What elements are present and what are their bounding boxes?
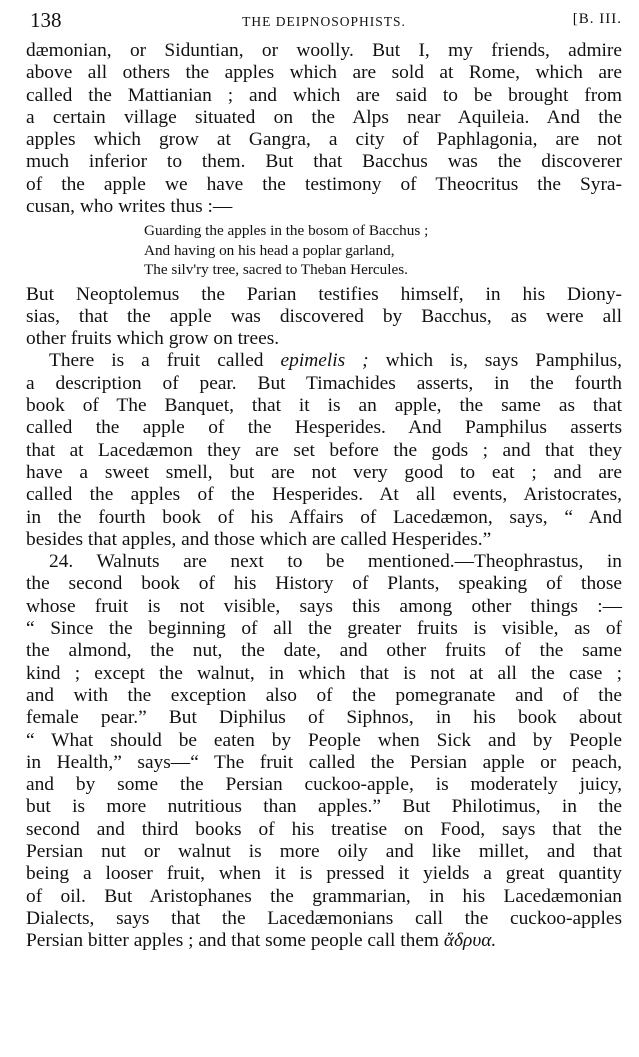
page-number: 138 [30, 8, 62, 32]
text-line: But Neoptolemus the Parian testifies himself, in his Diony- [26, 283, 622, 305]
text-line: called the Mattianian ; and which are said to be brought from [26, 84, 622, 106]
verse-line: And having on his head a poplar garland, [144, 241, 395, 259]
text-line: in the fourth book of his Affairs of Lacedæmon, says, “ And [26, 506, 622, 528]
text-line: and with the exception also of the pomegranate and of the [26, 684, 622, 706]
text-line: a certain village situated on the Alps near Aquileia. And the [26, 106, 622, 128]
text-line: but is more nutritious than apples.” But Philotimus, in the [26, 796, 622, 818]
verse-line: Guarding the apples in the bosom of Bacchus ; [144, 222, 429, 240]
text-line: of oil. But Aristophanes the grammarian, in his Lacedæmonian [26, 885, 622, 907]
text-line: “ What should be eaten by People when Sick and by People [26, 729, 622, 751]
running-header [26, 0, 622, 40]
text-line: sias, that the apple was discovered by Bacchus, as were all [26, 305, 622, 327]
verse-quotation [26, 221, 622, 279]
paragraph-3 [26, 350, 622, 551]
paragraph-2 [26, 284, 622, 351]
text-line: have a sweet smell, but are not very good to eat ; and are [26, 461, 622, 483]
text-line: other fruits which grow on trees. [26, 328, 280, 350]
book-marker: [B. III. [572, 11, 622, 27]
text-line: the almond, the nut, the date, and other fruits of the same [26, 640, 622, 662]
text-line: that at Lacedæmon they are set before the gods ; and that they [26, 439, 622, 461]
text-line: “ Since the beginning of all the greater fruits is visible, as of [26, 618, 622, 640]
text-fragment: Persian bitter apples ; and that some people call them [26, 930, 444, 952]
text-line: female pear.” But Diphilus of Siphnos, in his book about [26, 707, 622, 729]
text-line: being a looser fruit, when it is pressed it yields a great quantity [26, 863, 622, 885]
text-line: a description of pear. But Timachides asserts, in the fourth [26, 372, 622, 394]
paragraph-4 [26, 551, 622, 952]
text-line: called the apple of the Hesperides. And Pamphilus asserts [26, 417, 622, 439]
text-line: above all others the apples which are sold at Rome, which are [26, 62, 622, 84]
book-page [26, 0, 622, 953]
text-line: in Health,” says—“ The fruit called the Persian apple or peach, [26, 751, 622, 773]
text-line: of the apple we have the testimony of Theocritus the Syra- [26, 173, 622, 195]
text-line: kind ; except the walnut, in which that is not at all the case ; [26, 662, 622, 684]
text-fragment: There is a fruit called [49, 350, 281, 372]
text-line [26, 350, 622, 372]
greek-word: ἄδρυα. [443, 930, 497, 952]
running-title: THE DEIPNOSOPHISTS. [242, 14, 406, 29]
text-fragment: which is, says Pamphilus, [368, 350, 622, 372]
section-24-start: 24. Walnuts are next to be mentioned.—Theophrastus, in [49, 551, 622, 573]
verse-line: The silv'ry tree, sacred to Theban Hercules. [144, 261, 408, 279]
text-line: cusan, who writes thus :— [26, 196, 233, 218]
text-line [26, 930, 622, 952]
text-line: Dialects, says that the Lacedæmonians call the cuckoo-apples [26, 907, 622, 929]
text-line: dæmonian, or Siduntian, or woolly. But I, my friends, admire [26, 40, 622, 61]
text-line: second and third books of his treatise on Food, says that the [26, 818, 622, 840]
text-line: besides that apples, and those which are called Hesperides.” [26, 528, 492, 550]
text-line: apples which grow at Gangra, a city of Paphlagonia, are not [26, 129, 622, 151]
text-line: called the apples of the Hesperides. At all events, Aristocrates, [26, 484, 622, 506]
paragraph-1 [26, 40, 622, 218]
text-line: whose fruit is not visible, says this among other things :— [26, 595, 622, 617]
text-line: book of The Banquet, that it is an apple, the same as that [26, 395, 622, 417]
text-line: much inferior to them. But that Bacchus was the discoverer [26, 151, 622, 173]
text-line: Persian nut or walnut is more oily and like millet, and that [26, 841, 622, 863]
italic-term: epimelis ; [280, 350, 369, 372]
text-line: the second book of his History of Plants, speaking of those [26, 573, 622, 595]
page-body [26, 40, 622, 953]
text-line: and by some the Persian cuckoo-apple, is moderately juicy, [26, 774, 622, 796]
